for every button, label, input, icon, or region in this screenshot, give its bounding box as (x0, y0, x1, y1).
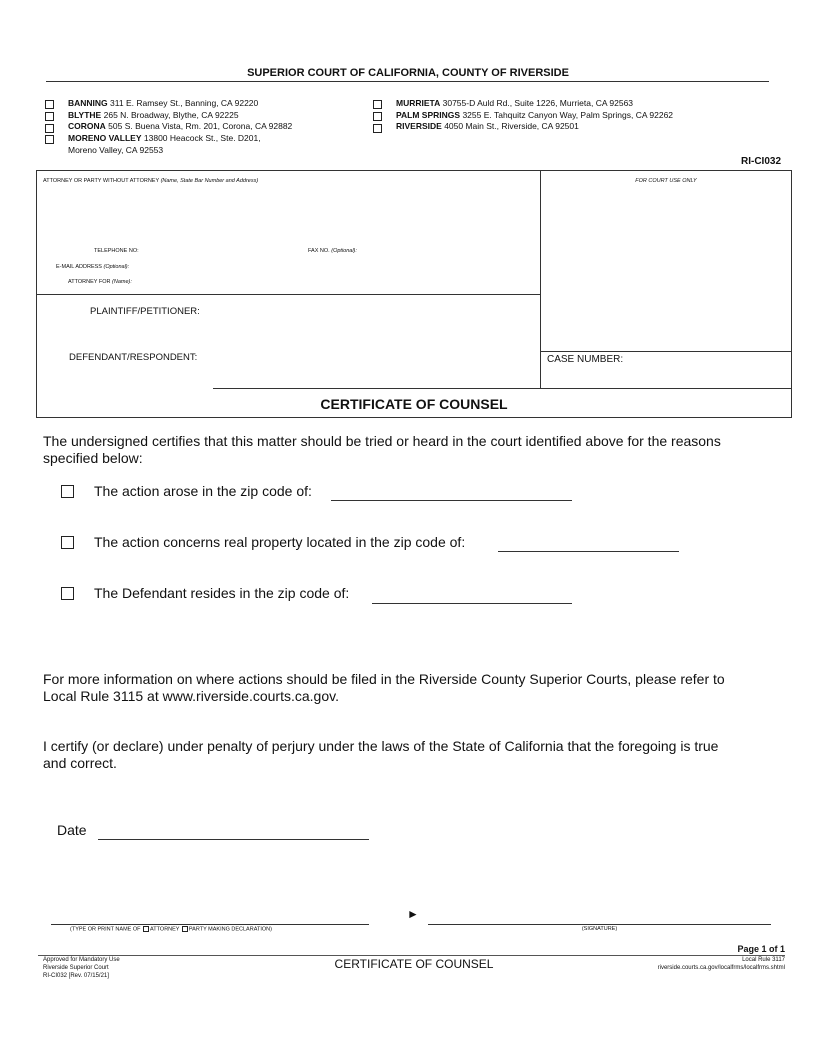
zip-field-defendant-resides[interactable] (372, 603, 572, 604)
approval-line-3: RI-CI032 [Rev. 07/15/21] (43, 973, 109, 979)
plaintiff-label: PLAINTIFF/PETITIONER: (90, 306, 200, 317)
checkbox-moreno-valley[interactable] (45, 135, 54, 144)
location-moreno-valley: MORENO VALLEY 13800 Heacock St., Ste. D201, Moreno Valley, CA 92553 (68, 133, 261, 155)
approval-line-1: Approved for Mandatory Use (43, 957, 120, 963)
page-number: Page 1 of 1 (737, 944, 785, 954)
location-blythe: BLYTHE 265 N. Broadway, Blythe, CA 92225 (68, 110, 239, 120)
location-riverside: RIVERSIDE 4050 Main St., Riverside, CA 92501 (396, 121, 579, 131)
checkbox-banning[interactable] (45, 100, 54, 109)
checkbox-attorney[interactable] (143, 926, 149, 932)
attorney-label: ATTORNEY OR PARTY WITHOUT ATTORNEY (Name, State Bar Number and Address) (43, 178, 259, 184)
defendant-field[interactable] (210, 349, 530, 363)
checkbox-blythe[interactable] (45, 112, 54, 121)
checkbox-riverside[interactable] (373, 124, 382, 133)
court-title: SUPERIOR COURT OF CALIFORNIA, COUNTY OF RIVERSIDE (247, 67, 569, 79)
checkbox-palm-springs[interactable] (373, 112, 382, 121)
footer-rule (38, 955, 785, 956)
zip-field-action-arose[interactable] (331, 500, 572, 501)
caption-title-rule (213, 388, 792, 389)
checkbox-murrieta[interactable] (373, 100, 382, 109)
court-use-label: FOR COURT USE ONLY (635, 178, 697, 184)
checkbox-real-property[interactable] (61, 536, 74, 549)
form-number: RI-CI032 (740, 156, 781, 167)
attorney-bottom-rule (36, 294, 540, 295)
option-action-arose: The action arose in the zip code of: (94, 483, 312, 499)
footer-url[interactable]: riverside.courts.ca.gov/localfrms/localfrms.shtml (657, 965, 785, 971)
case-number-label: CASE NUMBER: (547, 354, 624, 365)
court-use-divider (540, 170, 541, 389)
checkbox-defendant-resides[interactable] (61, 587, 74, 600)
intro-text: The undersigned certifies that this matter should be tried or heard in the court identified above for the reasons specified below: (43, 433, 721, 466)
signature-field[interactable] (428, 924, 771, 925)
attorney-name-field[interactable] (42, 190, 534, 240)
email-field[interactable] (160, 262, 530, 271)
name-field[interactable] (51, 924, 369, 925)
court-use-area[interactable] (544, 190, 788, 346)
local-rule: Local Rule 3117 (742, 957, 785, 963)
fax-field[interactable] (380, 246, 530, 255)
location-corona: CORONA 505 S. Buena Vista, Rm. 201, Corona, CA 92882 (68, 121, 293, 131)
attorney-for-label: ATTORNEY FOR (Name): (68, 279, 132, 285)
option-defendant-resides: The Defendant resides in the zip code of: (94, 585, 350, 601)
location-palm-springs: PALM SPRINGS 3255 E. Tahquitz Canyon Way, Palm Springs, CA 92262 (396, 110, 674, 120)
location-banning: BANNING 311 E. Ramsey St., Banning, CA 92220 (68, 98, 259, 108)
fax-label: FAX NO. (Optional): (308, 248, 357, 254)
approval-line-2: Riverside Superior Court (43, 965, 109, 971)
form-title: CERTIFICATE OF COUNSEL (320, 396, 508, 412)
checkbox-corona[interactable] (45, 124, 54, 133)
telephone-label: TELEPHONE NO: (94, 248, 139, 254)
date-field[interactable] (98, 839, 369, 840)
attorney-for-field[interactable] (160, 277, 530, 286)
checkbox-party[interactable] (182, 926, 188, 932)
date-label: Date (57, 822, 87, 838)
location-murrieta: MURRIETA 30755-D Auld Rd., Suite 1226, Murrieta, CA 92563 (396, 98, 634, 108)
arrow-icon: ► (407, 907, 419, 921)
footer-title: CERTIFICATE OF COUNSEL (334, 957, 494, 971)
case-number-field[interactable] (640, 352, 788, 384)
signature-label: (SIGNATURE) (581, 926, 618, 932)
name-label: (TYPE OR PRINT NAME OF ATTORNEY PARTY MAKING DECLARATION) (70, 926, 272, 933)
telephone-field[interactable] (160, 246, 300, 255)
info-text: For more information on where actions should be filed in the Riverside County Superior Courts, please refer to Local Rule 3115 at www.riverside.courts.ca.gov. (43, 671, 725, 704)
header-rule (46, 81, 769, 82)
checkbox-action-arose[interactable] (61, 485, 74, 498)
zip-field-real-property[interactable] (498, 551, 679, 552)
email-label: E-MAIL ADDRESS (Optional): (56, 264, 130, 270)
certify-text: I certify (or declare) under penalty of perjury under the laws of the State of California that the foregoing is true and correct. (43, 738, 719, 771)
plaintiff-field[interactable] (210, 303, 530, 317)
option-real-property: The action concerns real property located in the zip code of: (94, 534, 466, 550)
defendant-label: DEFENDANT/RESPONDENT: (69, 352, 198, 363)
